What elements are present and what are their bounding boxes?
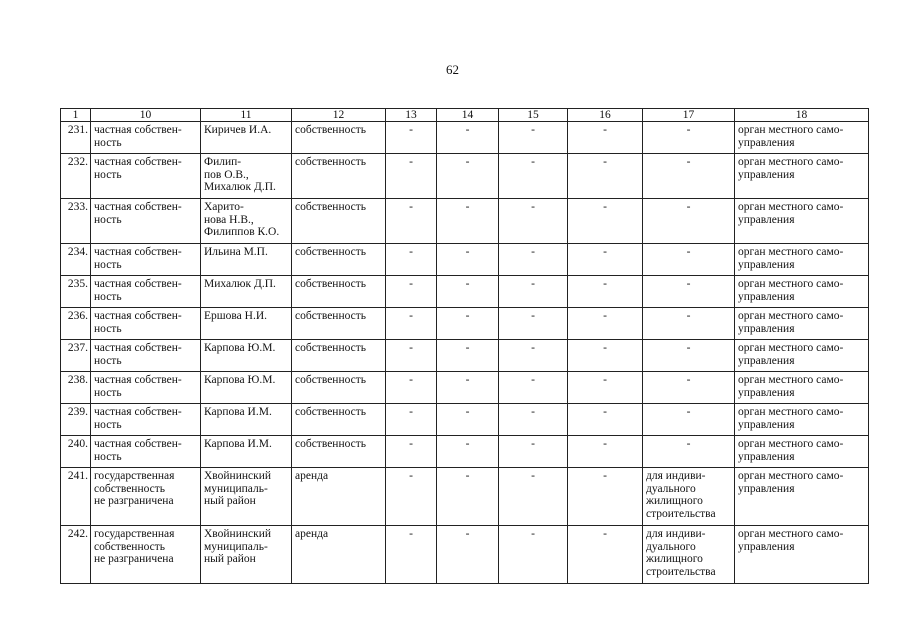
purpose-cell [643, 122, 735, 154]
table-row [61, 468, 869, 526]
authority-cell [735, 122, 869, 154]
right-type-cell-line: аренда [295, 470, 329, 482]
col13-cell: - [386, 340, 437, 372]
ownership-form-cell-line: частная собствен- [94, 374, 182, 386]
authority-cell-line: управления [738, 386, 795, 399]
header-row [61, 109, 869, 122]
col14-cell: - [437, 122, 499, 154]
authority-cell-line: управления [738, 136, 795, 149]
owner-cell [201, 372, 292, 404]
authority-cell [735, 199, 869, 244]
col16-cell: - [568, 154, 643, 199]
authority-cell [735, 340, 869, 372]
owner-cell-line: муниципаль- [204, 540, 268, 553]
col16-cell: - [568, 404, 643, 436]
right-type-cell [292, 122, 386, 154]
authority-cell [735, 244, 869, 276]
purpose-cell [643, 340, 735, 372]
right-type-cell-line: собственность [295, 246, 367, 258]
purpose-cell-line: строительства [646, 507, 716, 520]
right-type-cell [292, 372, 386, 404]
col14-cell: - [437, 276, 499, 308]
authority-cell [735, 372, 869, 404]
authority-cell [735, 154, 869, 199]
right-type-cell [292, 404, 386, 436]
ownership-form-cell-line: частная собствен- [94, 278, 182, 290]
col15-cell: - [499, 404, 568, 436]
ownership-form-cell-line: ность [94, 386, 122, 399]
authority-cell-line: управления [738, 418, 795, 431]
ownership-form-cell-line: не разграничена [94, 495, 174, 507]
purpose-cell-line: - [686, 438, 691, 450]
owner-cell [201, 122, 292, 154]
ownership-form-cell [91, 468, 201, 526]
purpose-cell [643, 244, 735, 276]
col16-cell: - [568, 526, 643, 584]
col16-cell: - [568, 436, 643, 468]
col13-cell: - [386, 436, 437, 468]
owner-cell-line: Харито- [204, 201, 244, 213]
row-number-cell: 241. [61, 468, 91, 526]
ownership-form-cell-line: ность [94, 290, 122, 303]
table-row [61, 436, 869, 468]
ownership-form-cell-line: ность [94, 418, 122, 431]
authority-cell-line: орган местного само- [738, 124, 844, 136]
column-header-14: 14 [437, 109, 499, 122]
purpose-cell-line: - [686, 310, 691, 322]
right-type-cell-line: собственность [295, 374, 367, 386]
column-header-10: 10 [91, 109, 201, 122]
purpose-cell-line: - [686, 124, 691, 136]
column-header-17: 17 [643, 109, 735, 122]
owner-cell-line: Киричев И.А. [204, 124, 272, 136]
authority-cell-line: орган местного само- [738, 342, 844, 354]
column-header-15: 15 [499, 109, 568, 122]
table-row [61, 122, 869, 154]
col13-cell: - [386, 308, 437, 340]
authority-cell-line: управления [738, 540, 795, 553]
row-number-cell: 231. [61, 122, 91, 154]
owner-cell-line: Карпова Ю.М. [204, 374, 276, 386]
authority-cell-line: управления [738, 482, 795, 495]
owner-cell [201, 308, 292, 340]
authority-cell [735, 436, 869, 468]
property-register-table [60, 108, 869, 584]
column-header-13: 13 [386, 109, 437, 122]
col15-cell: - [499, 199, 568, 244]
right-type-cell [292, 468, 386, 526]
col16-cell: - [568, 340, 643, 372]
authority-cell-line: орган местного само- [738, 374, 844, 386]
ownership-form-cell [91, 276, 201, 308]
owner-cell-line: Хвойнинский [204, 528, 272, 540]
owner-cell-line: ный район [204, 553, 256, 565]
table-row [61, 199, 869, 244]
purpose-cell-line: - [686, 201, 691, 213]
owner-cell-line: Михалюк Д.П. [204, 278, 276, 290]
authority-cell-line: орган местного само- [738, 278, 844, 290]
purpose-cell [643, 276, 735, 308]
ownership-form-cell-line: частная собствен- [94, 124, 182, 136]
purpose-cell-line: - [686, 374, 691, 386]
right-type-cell-line: собственность [295, 342, 367, 354]
col16-cell: - [568, 308, 643, 340]
owner-cell [201, 244, 292, 276]
col13-cell: - [386, 122, 437, 154]
col13-cell: - [386, 199, 437, 244]
col14-cell: - [437, 372, 499, 404]
ownership-form-cell [91, 199, 201, 244]
owner-cell-line: Хвойнинский [204, 470, 272, 482]
right-type-cell [292, 276, 386, 308]
col13-cell: - [386, 526, 437, 584]
right-type-cell-line: собственность [295, 438, 367, 450]
purpose-cell-line: - [686, 246, 691, 258]
authority-cell [735, 404, 869, 436]
col14-cell: - [437, 199, 499, 244]
owner-cell-line: Ильина М.П. [204, 246, 268, 258]
col15-cell: - [499, 154, 568, 199]
owner-cell [201, 340, 292, 372]
col14-cell: - [437, 308, 499, 340]
authority-cell-line: управления [738, 322, 795, 335]
row-number-cell: 234. [61, 244, 91, 276]
col14-cell: - [437, 404, 499, 436]
authority-cell-line: орган местного само- [738, 528, 844, 540]
purpose-cell-line: для индиви- [646, 528, 706, 540]
col14-cell: - [437, 526, 499, 584]
purpose-cell [643, 468, 735, 526]
col15-cell: - [499, 340, 568, 372]
row-number-cell: 242. [61, 526, 91, 584]
ownership-form-cell [91, 372, 201, 404]
col13-cell: - [386, 372, 437, 404]
purpose-cell-line: - [686, 278, 691, 290]
ownership-form-cell-line: частная собствен- [94, 201, 182, 213]
col13-cell: - [386, 244, 437, 276]
table-row [61, 276, 869, 308]
col13-cell: - [386, 154, 437, 199]
ownership-form-cell-line: частная собствен- [94, 406, 182, 418]
col16-cell: - [568, 199, 643, 244]
owner-cell-line: Михалюк Д.П. [204, 181, 276, 193]
column-header-1: 1 [61, 109, 91, 122]
col14-cell: - [437, 468, 499, 526]
right-type-cell [292, 199, 386, 244]
col15-cell: - [499, 468, 568, 526]
right-type-cell-line: собственность [295, 406, 367, 418]
ownership-form-cell-line: собственность [94, 482, 166, 495]
right-type-cell [292, 340, 386, 372]
right-type-cell [292, 436, 386, 468]
ownership-form-cell-line: частная собствен- [94, 246, 182, 258]
col16-cell: - [568, 372, 643, 404]
ownership-form-cell [91, 404, 201, 436]
authority-cell [735, 276, 869, 308]
ownership-form-cell [91, 526, 201, 584]
right-type-cell-line: собственность [295, 310, 367, 322]
row-number-cell: 237. [61, 340, 91, 372]
row-number-cell: 238. [61, 372, 91, 404]
table-row [61, 340, 869, 372]
row-number-cell: 240. [61, 436, 91, 468]
purpose-cell-line: для индиви- [646, 470, 706, 482]
authority-cell-line: управления [738, 450, 795, 463]
column-header-18: 18 [735, 109, 869, 122]
authority-cell-line: управления [738, 258, 795, 271]
purpose-cell [643, 526, 735, 584]
right-type-cell [292, 244, 386, 276]
ownership-form-cell-line: частная собствен- [94, 438, 182, 450]
right-type-cell-line: собственность [295, 201, 367, 213]
table-row [61, 526, 869, 584]
purpose-cell-line: дуального [646, 482, 696, 495]
row-number-cell: 236. [61, 308, 91, 340]
owner-cell [201, 276, 292, 308]
ownership-form-cell-line: государственная [94, 528, 175, 540]
right-type-cell [292, 154, 386, 199]
owner-cell-line: муниципаль- [204, 482, 268, 495]
col16-cell: - [568, 468, 643, 526]
owner-cell-line: Карпова И.М. [204, 406, 272, 418]
col15-cell: - [499, 308, 568, 340]
purpose-cell-line: - [686, 406, 691, 418]
owner-cell [201, 199, 292, 244]
authority-cell-line: управления [738, 354, 795, 367]
owner-cell-line: Филиппов К.О. [204, 226, 280, 238]
table-body [61, 122, 869, 584]
purpose-cell [643, 404, 735, 436]
ownership-form-cell-line: собственность [94, 540, 166, 553]
owner-cell-line: нова Н.В., [204, 213, 254, 226]
ownership-form-cell-line: частная собствен- [94, 156, 182, 168]
col15-cell: - [499, 526, 568, 584]
table-row [61, 308, 869, 340]
ownership-form-cell-line: государственная [94, 470, 175, 482]
owner-cell-line: Карпова И.М. [204, 438, 272, 450]
col15-cell: - [499, 276, 568, 308]
right-type-cell-line: собственность [295, 156, 367, 168]
row-number-cell: 233. [61, 199, 91, 244]
row-number-cell: 235. [61, 276, 91, 308]
owner-cell [201, 468, 292, 526]
owner-cell [201, 436, 292, 468]
purpose-cell [643, 436, 735, 468]
col16-cell: - [568, 276, 643, 308]
row-number-cell: 232. [61, 154, 91, 199]
authority-cell-line: управления [738, 290, 795, 303]
ownership-form-cell-line: не разграничена [94, 553, 174, 565]
authority-cell-line: орган местного само- [738, 438, 844, 450]
purpose-cell-line: - [686, 156, 691, 168]
ownership-form-cell [91, 308, 201, 340]
purpose-cell [643, 154, 735, 199]
column-header-11: 11 [201, 109, 292, 122]
authority-cell [735, 468, 869, 526]
col14-cell: - [437, 340, 499, 372]
authority-cell-line: орган местного само- [738, 406, 844, 418]
right-type-cell [292, 526, 386, 584]
ownership-form-cell-line: ность [94, 450, 122, 463]
table-row [61, 404, 869, 436]
right-type-cell [292, 308, 386, 340]
col16-cell: - [568, 122, 643, 154]
ownership-form-cell-line: частная собствен- [94, 342, 182, 354]
col16-cell: - [568, 244, 643, 276]
col13-cell: - [386, 404, 437, 436]
table-row [61, 244, 869, 276]
purpose-cell-line: жилищного [646, 495, 703, 507]
col13-cell: - [386, 468, 437, 526]
col15-cell: - [499, 244, 568, 276]
col14-cell: - [437, 154, 499, 199]
right-type-cell-line: собственность [295, 278, 367, 290]
owner-cell [201, 526, 292, 584]
ownership-form-cell-line: частная собствен- [94, 310, 182, 322]
purpose-cell-line: - [686, 342, 691, 354]
owner-cell-line: пов О.В., [204, 168, 249, 181]
ownership-form-cell [91, 244, 201, 276]
purpose-cell-line: жилищного [646, 553, 703, 565]
ownership-form-cell-line: ность [94, 354, 122, 367]
col15-cell: - [499, 372, 568, 404]
table-row [61, 372, 869, 404]
authority-cell [735, 308, 869, 340]
column-header-12: 12 [292, 109, 386, 122]
owner-cell [201, 154, 292, 199]
right-type-cell-line: аренда [295, 528, 329, 540]
col14-cell: - [437, 244, 499, 276]
purpose-cell-line: строительства [646, 565, 716, 578]
page-number: 62 [446, 62, 459, 77]
col13-cell: - [386, 276, 437, 308]
ownership-form-cell [91, 340, 201, 372]
row-number-cell: 239. [61, 404, 91, 436]
purpose-cell [643, 372, 735, 404]
authority-cell-line: управления [738, 168, 795, 181]
authority-cell-line: орган местного само- [738, 156, 844, 168]
ownership-form-cell-line: ность [94, 258, 122, 271]
owner-cell [201, 404, 292, 436]
authority-cell-line: орган местного само- [738, 470, 844, 482]
column-header-16: 16 [568, 109, 643, 122]
ownership-form-cell-line: ность [94, 136, 122, 149]
owner-cell-line: Филип- [204, 156, 242, 168]
authority-cell-line: орган местного само- [738, 201, 844, 213]
table-row [61, 154, 869, 199]
col15-cell: - [499, 122, 568, 154]
ownership-form-cell [91, 436, 201, 468]
col14-cell: - [437, 436, 499, 468]
purpose-cell [643, 308, 735, 340]
col15-cell: - [499, 436, 568, 468]
right-type-cell-line: собственность [295, 124, 367, 136]
purpose-cell-line: дуального [646, 540, 696, 553]
ownership-form-cell-line: ность [94, 213, 122, 226]
ownership-form-cell [91, 122, 201, 154]
purpose-cell [643, 199, 735, 244]
ownership-form-cell [91, 154, 201, 199]
owner-cell-line: ный район [204, 495, 256, 507]
ownership-form-cell-line: ность [94, 168, 122, 181]
authority-cell-line: управления [738, 213, 795, 226]
ownership-form-cell-line: ность [94, 322, 122, 335]
owner-cell-line: Карпова Ю.М. [204, 342, 276, 354]
authority-cell-line: орган местного само- [738, 310, 844, 322]
owner-cell-line: Ершова Н.И. [204, 310, 267, 322]
authority-cell [735, 526, 869, 584]
authority-cell-line: орган местного само- [738, 246, 844, 258]
